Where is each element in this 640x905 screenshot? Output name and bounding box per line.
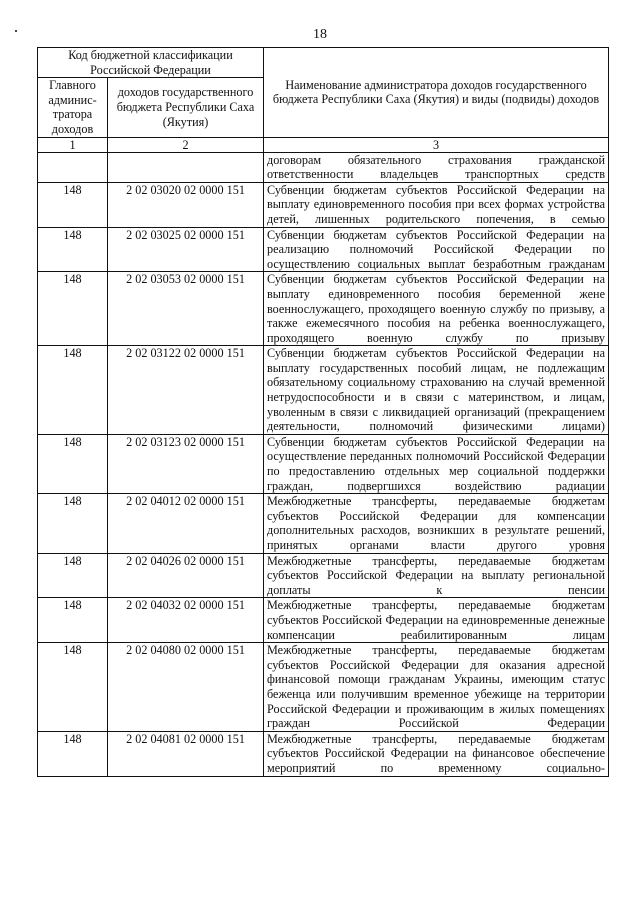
table-row bbox=[38, 152, 609, 182]
description-cell: Субвенции бюджетам субъектов Российской Федерации на выплату государственных пособий лицам, не подлежащим обязательному социальному страхованию на случай временной нетрудоспособности и в связи с материнством, и лицам, уволенным в связи с ликвидацией организаций (прекращением деятельности, полномочий физическими лицами) bbox=[264, 346, 609, 435]
header-code-cell: доходов государственного бюджета Республики Саха (Якутия) bbox=[108, 78, 264, 137]
admin-code-cell: 148 bbox=[38, 643, 108, 732]
table-row bbox=[38, 227, 609, 272]
page-number: 18 bbox=[313, 27, 327, 42]
admin-code-cell: 148 bbox=[38, 598, 108, 643]
admin-code-cell: 148 bbox=[38, 731, 108, 776]
admin-code-cell: 148 bbox=[38, 494, 108, 553]
admin-code-cell: 148 bbox=[38, 272, 108, 346]
description-cell: Межбюджетные трансферты, передаваемые бюджетам субъектов Российской Федерации на единовременные денежные компенсации реабилитированным лицам bbox=[264, 598, 609, 643]
description-cell: договорам обязательного страхования гражданской ответственности владельцев транспортных средств bbox=[264, 152, 609, 182]
column-number-row bbox=[38, 137, 609, 152]
description-cell: Межбюджетные трансферты, передаваемые бюджетам субъектов Российской Федерации для оказания адресной финансовой помощи гражданам Украины, имеющим статус беженца или получившим временное убежище на территории Российской Федерации и проживающим в жилых помещениях граждан Российской Федерации bbox=[264, 643, 609, 732]
budget-code-cell: 2 02 03053 02 0000 151 bbox=[108, 272, 264, 346]
description-cell: Субвенции бюджетам субъектов Российской Федерации на осуществление переданных полномочий Российской Федерации по предоставлению отдельных мер социальной поддержки граждан, подвергшихся воздействию радиации bbox=[264, 434, 609, 493]
table-row bbox=[38, 598, 609, 643]
column-number-3: 3 bbox=[264, 137, 609, 152]
budget-code-cell: 2 02 04080 02 0000 151 bbox=[108, 643, 264, 732]
header-admin-cell: Главного админис-тратора доходов bbox=[38, 78, 108, 137]
header-description-cell: Наименование администратора доходов государственного бюджета Республики Саха (Якутия) и виды (подвиды) доходов bbox=[264, 48, 609, 138]
description-cell: Субвенции бюджетам субъектов Российской Федерации на выплату единовременного пособия беременной жене военнослужащего, проходящего военную службу по призыву, а также ежемесячного пособия на ребенка военнослужащего, проходящего военную службу по призыву bbox=[264, 272, 609, 346]
description-cell: Межбюджетные трансферты, передаваемые бюджетам субъектов Российской Федерации на выплату региональной доплаты к пенсии bbox=[264, 553, 609, 598]
table-row bbox=[38, 731, 609, 776]
budget-code-cell: 2 02 03123 02 0000 151 bbox=[108, 434, 264, 493]
table-row bbox=[38, 553, 609, 598]
budget-code-cell: 2 02 04081 02 0000 151 bbox=[108, 731, 264, 776]
admin-code-cell: 148 bbox=[38, 346, 108, 435]
description-cell: Субвенции бюджетам субъектов Российской Федерации на выплату единовременного пособия при всех формах устройства детей, лишенных родительского попечения, в семью bbox=[264, 182, 609, 227]
budget-code-cell: 2 02 04032 02 0000 151 bbox=[108, 598, 264, 643]
admin-code-cell bbox=[38, 152, 108, 182]
column-number-1: 1 bbox=[38, 137, 108, 152]
budget-code-cell bbox=[108, 152, 264, 182]
admin-code-cell: 148 bbox=[38, 182, 108, 227]
table-row bbox=[38, 182, 609, 227]
budget-code-cell: 2 02 03020 02 0000 151 bbox=[108, 182, 264, 227]
description-cell: Межбюджетные трансферты, передаваемые бюджетам субъектов Российской Федерации на финансовое обеспечение мероприятий по временному социально- bbox=[264, 731, 609, 776]
budget-classification-table bbox=[37, 47, 609, 777]
admin-code-cell: 148 bbox=[38, 434, 108, 493]
header-group-cell: Код бюджетной классификации Российской Федерации bbox=[38, 48, 264, 78]
budget-code-cell: 2 02 04026 02 0000 151 bbox=[108, 553, 264, 598]
column-number-2: 2 bbox=[108, 137, 264, 152]
table-row bbox=[38, 272, 609, 346]
budget-code-cell: 2 02 04012 02 0000 151 bbox=[108, 494, 264, 553]
description-cell: Межбюджетные трансферты, передаваемые бюджетам субъектов Российской Федерации для компенсации дополнительных расходов, возникших в результате решений, принятых органами власти другого уровня bbox=[264, 494, 609, 553]
table-row bbox=[38, 643, 609, 732]
description-cell: Субвенции бюджетам субъектов Российской Федерации на реализацию полномочий Российской Федерации по осуществлению социальных выплат безработным гражданам bbox=[264, 227, 609, 272]
budget-code-cell: 2 02 03025 02 0000 151 bbox=[108, 227, 264, 272]
admin-code-cell: 148 bbox=[38, 553, 108, 598]
table-row bbox=[38, 346, 609, 435]
budget-code-cell: 2 02 03122 02 0000 151 bbox=[108, 346, 264, 435]
table-row bbox=[38, 434, 609, 493]
header-row-group bbox=[38, 48, 609, 78]
admin-code-cell: 148 bbox=[38, 227, 108, 272]
table-row bbox=[38, 494, 609, 553]
